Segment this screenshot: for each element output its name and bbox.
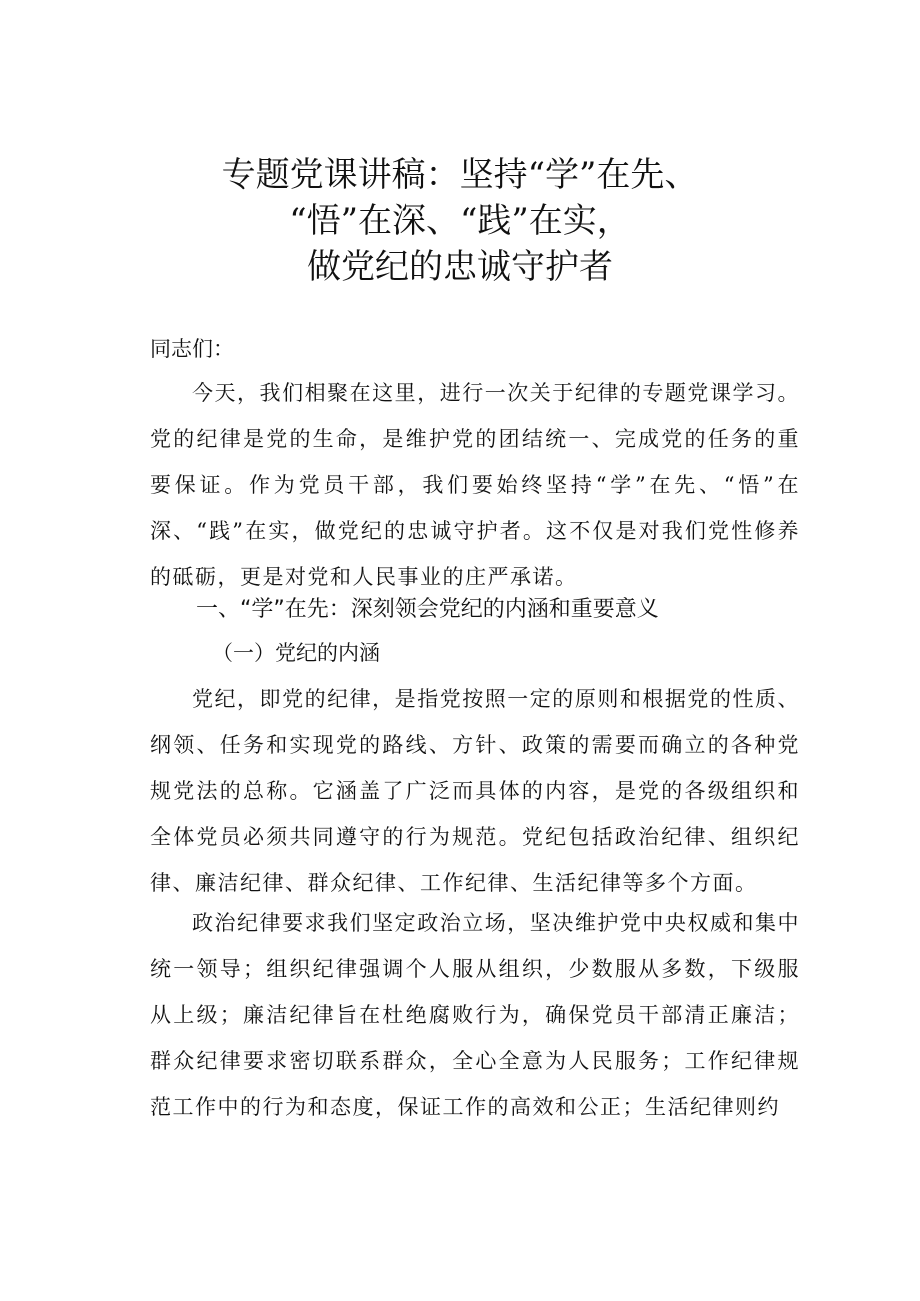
title-line-2: “悟”在深、“践”在实， <box>289 201 631 241</box>
salutation: 同志们： <box>150 337 234 361</box>
subsection-heading: （一）党纪的内涵 <box>212 641 380 665</box>
title-line-3: 做党纪的忠诚守护者 <box>307 247 613 287</box>
paragraph-discipline-types: 政治纪律要求我们坚定政治立场，坚决维护党中央权威和集中统一领导；组织纪律强调个人服从组织，少数服从多数，下级服从上级；廉洁纪律旨在杜绝腐败行为，确保党员干部清正廉洁；群众纪律要求密切联系群众，全心全意为人民服务；工作纪律规范工作中的行为和态度，保证工作的高效和公正；生活纪律则约 <box>150 911 800 1119</box>
document-title <box>0 152 920 290</box>
paragraph-intro: 今天，我们相聚在这里，进行一次关于纪律的专题党课学习。党的纪律是党的生命，是维护党的团结统一、完成党的任务的重要保证。作为党员干部，我们要始终坚持“学”在先、“悟”在深、“践”在实，做党纪的忠诚守护者。这不仅是对我们党性修养的砥砺，更是对党和人民事业的庄严承诺。 <box>150 381 800 589</box>
section-heading: 一、“学”在先：深刻领会党纪的内涵和重要意义 <box>196 597 659 622</box>
paragraph-definition: 党纪，即党的纪律，是指党按照一定的原则和根据党的性质、纲领、任务和实现党的路线、方针、政策的需要而确立的各种党规党法的总称。它涵盖了广泛而具体的内容，是党的各级组织和全体党员必须共同遵守的行为规范。党纪包括政治纪律、组织纪律、廉洁纪律、群众纪律、工作纪律、生活纪律等多个方面。 <box>150 687 800 895</box>
title-line-1: 专题党课讲稿：坚持“学”在先、 <box>221 155 699 195</box>
